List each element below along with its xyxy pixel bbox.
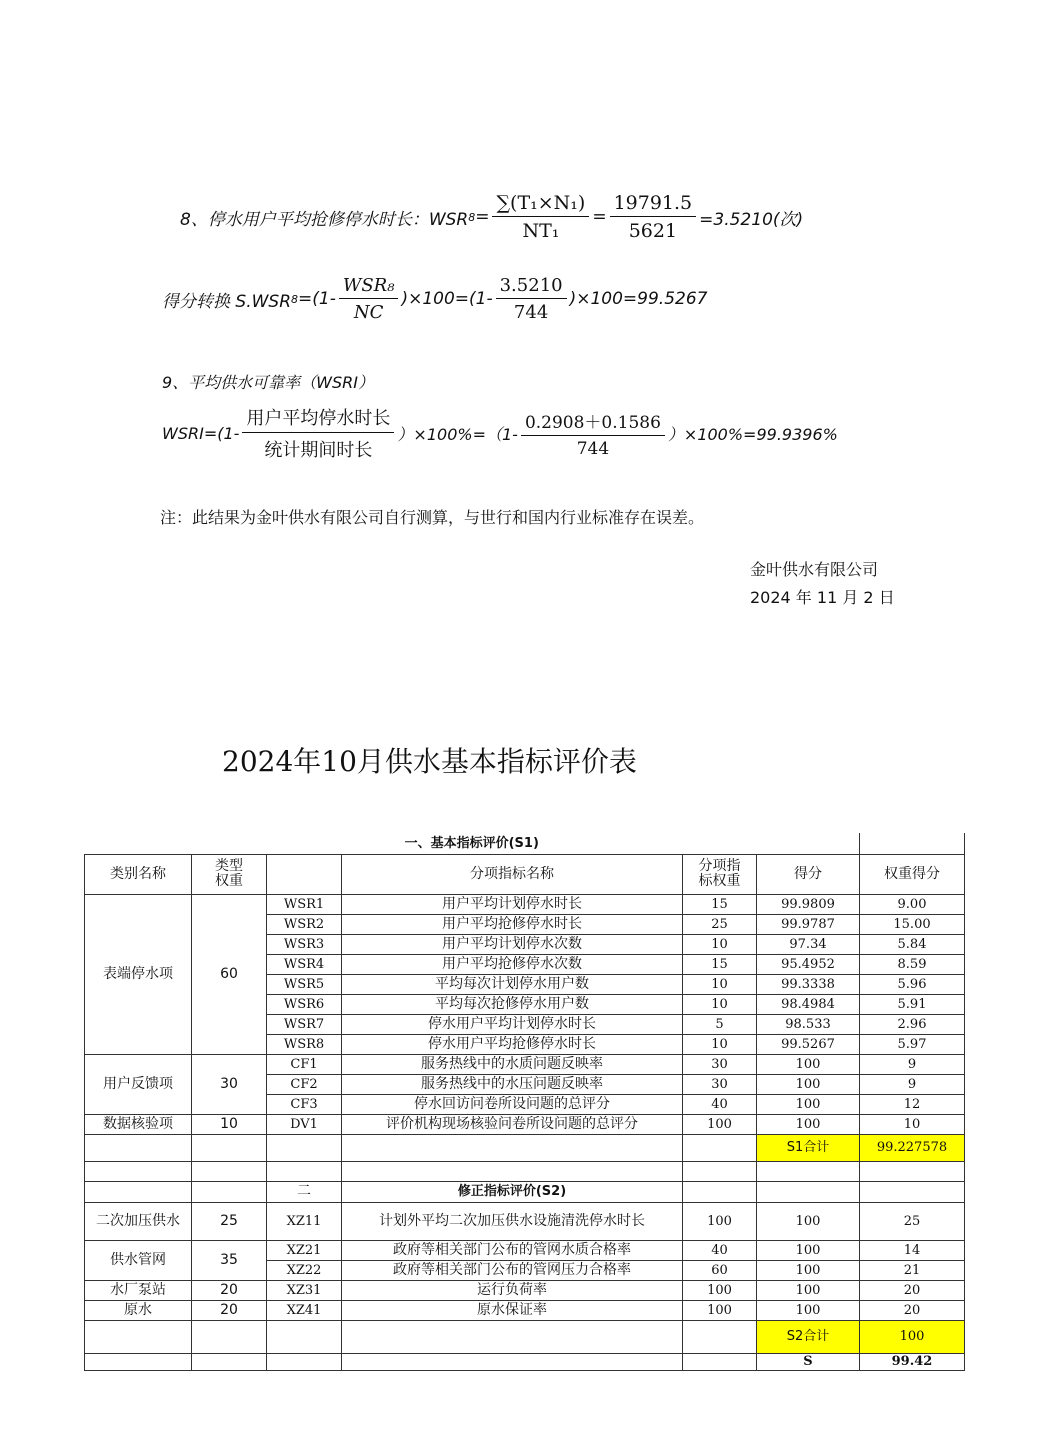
row-score: 99.5267 bbox=[757, 1034, 860, 1054]
formula-9-result: ）×100%=99.9396% bbox=[667, 424, 838, 444]
blank-cell bbox=[192, 1353, 267, 1370]
row-name: 用户平均计划停水次数 bbox=[342, 934, 683, 954]
row-weight: 10 bbox=[683, 974, 757, 994]
row-weighted: 20 bbox=[860, 1280, 965, 1300]
blank-cell bbox=[85, 1320, 192, 1353]
blank-cell bbox=[683, 1320, 757, 1353]
row-weight: 30 bbox=[683, 1054, 757, 1074]
formula-8-numerator2: 19791.5 bbox=[610, 192, 697, 217]
row-weight: 100 bbox=[683, 1202, 757, 1240]
row-weighted: 15.00 bbox=[860, 914, 965, 934]
blank-cell bbox=[683, 1134, 757, 1161]
blank-cell bbox=[267, 1353, 342, 1370]
group-weight: 20 bbox=[192, 1300, 267, 1320]
row-weighted: 5.97 bbox=[860, 1034, 965, 1054]
row-weighted: 20 bbox=[860, 1300, 965, 1320]
blank-cell bbox=[860, 833, 965, 854]
score-8-denominator2: 744 bbox=[513, 302, 549, 323]
formula-9-numerator: 用户平均停水时长 bbox=[242, 404, 394, 433]
formula-9-denominator: 统计期间时长 bbox=[264, 440, 373, 461]
row-weighted: 5.91 bbox=[860, 994, 965, 1014]
score-8-pre: =(1- bbox=[298, 289, 336, 309]
row-score: 100 bbox=[757, 1280, 860, 1300]
blank-cell bbox=[192, 1181, 267, 1202]
row-code: WSR5 bbox=[267, 974, 342, 994]
formula-8-result: =3.5210(次) bbox=[699, 209, 804, 230]
group-weight: 60 bbox=[192, 894, 267, 1054]
group-name: 水厂泵站 bbox=[85, 1280, 192, 1300]
row-name-text: 计划外平均二次加压供水设施清洗停水时长 bbox=[379, 1212, 645, 1229]
header-item-weight bbox=[683, 854, 757, 894]
row-name: 用户平均抢修停水时长 bbox=[342, 914, 683, 934]
score-8-mid: )×100=(1- bbox=[401, 289, 493, 309]
row-name: 服务热线中的水压问题反映率 bbox=[342, 1074, 683, 1094]
row-code: WSR4 bbox=[267, 954, 342, 974]
row-weight: 40 bbox=[683, 1240, 757, 1260]
row-weight: 30 bbox=[683, 1074, 757, 1094]
score-8 bbox=[162, 272, 707, 326]
s1-total-value: 99.227578 bbox=[860, 1134, 965, 1161]
formula-8-label: 8、停水用户平均抢修停水时长：WSR bbox=[180, 209, 469, 230]
s-total-value: 99.42 bbox=[860, 1353, 965, 1370]
header-type-weight bbox=[192, 854, 267, 894]
row-weight: 40 bbox=[683, 1094, 757, 1114]
header-category: 类别名称 bbox=[85, 854, 192, 894]
formula-9-title: 9、平均供水可靠率（WSRI） bbox=[162, 373, 374, 392]
row-code: XZ31 bbox=[267, 1280, 342, 1300]
formula-9-pre: WSRI=(1- bbox=[162, 423, 240, 443]
row-code: XZ41 bbox=[267, 1300, 342, 1320]
group-weight: 20 bbox=[192, 1280, 267, 1300]
row-weight: 5 bbox=[683, 1014, 757, 1034]
table-row bbox=[85, 1240, 965, 1260]
formula-8-sub: 8 bbox=[468, 210, 476, 224]
row-weight: 10 bbox=[683, 994, 757, 1014]
blank-cell bbox=[85, 1181, 192, 1202]
row-name: 停水用户平均计划停水时长 bbox=[342, 1014, 683, 1034]
row-weight: 100 bbox=[683, 1280, 757, 1300]
row-weight: 25 bbox=[683, 914, 757, 934]
formula-8-denominator2: 5621 bbox=[628, 220, 678, 242]
blank-cell bbox=[683, 1353, 757, 1370]
group-name: 数据核验项 bbox=[85, 1114, 192, 1134]
row-code: XZ22 bbox=[267, 1260, 342, 1280]
row-weighted: 2.96 bbox=[860, 1014, 965, 1034]
row-code: DV1 bbox=[267, 1114, 342, 1134]
formula-8-fraction bbox=[492, 192, 589, 242]
evaluation-table bbox=[84, 833, 965, 1371]
row-score: 100 bbox=[757, 1240, 860, 1260]
row-code: WSR2 bbox=[267, 914, 342, 934]
group-weight: 10 bbox=[192, 1114, 267, 1134]
row-score: 98.4984 bbox=[757, 994, 860, 1014]
table-row bbox=[85, 1202, 965, 1240]
row-weight: 15 bbox=[683, 894, 757, 914]
row-score: 100 bbox=[757, 1054, 860, 1074]
table-row bbox=[85, 1280, 965, 1300]
blank-cell bbox=[192, 1161, 267, 1181]
row-score: 95.4952 bbox=[757, 954, 860, 974]
blank-cell bbox=[85, 1134, 192, 1161]
s2-total-label: S2合计 bbox=[757, 1320, 860, 1353]
formula-9-mid: ）×100%=（1- bbox=[397, 424, 518, 444]
formula-9 bbox=[162, 405, 838, 461]
score-8-fraction2 bbox=[496, 275, 567, 323]
blank-cell bbox=[267, 1134, 342, 1161]
section-1-header: 一、基本指标评价(S1) bbox=[85, 833, 860, 854]
row-code: WSR8 bbox=[267, 1034, 342, 1054]
blank-cell bbox=[342, 1353, 683, 1370]
blank-cell bbox=[860, 1181, 965, 1202]
row-name: 停水回访问卷所设问题的总评分 bbox=[342, 1094, 683, 1114]
blank-cell bbox=[757, 1181, 860, 1202]
row-score: 100 bbox=[757, 1300, 860, 1320]
formula-9-numerator2: 0.2908＋0.1586 bbox=[521, 408, 665, 436]
formula-8-eq: = bbox=[475, 207, 490, 227]
score-8-result: )×100=99.5267 bbox=[569, 289, 708, 309]
table-row bbox=[85, 894, 965, 914]
row-name: 原水保证率 bbox=[342, 1300, 683, 1320]
row-name: 政府等相关部门公布的管网压力合格率 bbox=[342, 1260, 683, 1280]
row-score: 99.9787 bbox=[757, 914, 860, 934]
sign-date: 2024 年 11 月 2 日 bbox=[750, 588, 895, 607]
company-name: 金叶供水有限公司 bbox=[750, 560, 879, 579]
row-weight: 60 bbox=[683, 1260, 757, 1280]
row-name bbox=[342, 1202, 683, 1240]
group-weight: 30 bbox=[192, 1054, 267, 1114]
group-name: 用户反馈项 bbox=[85, 1054, 192, 1114]
header-type-weight-text: 类型权重 bbox=[215, 858, 243, 889]
row-score: 100 bbox=[757, 1202, 860, 1240]
formula-9-fraction bbox=[242, 404, 394, 462]
row-code: XZ11 bbox=[267, 1202, 342, 1240]
group-weight: 25 bbox=[192, 1202, 267, 1240]
row-weighted: 8.59 bbox=[860, 954, 965, 974]
row-weight: 100 bbox=[683, 1114, 757, 1134]
row-name: 评价机构现场核验问卷所设问题的总评分 bbox=[342, 1114, 683, 1134]
row-weight: 100 bbox=[683, 1300, 757, 1320]
score-8-sub: 8 bbox=[291, 292, 299, 306]
s-total-label: S bbox=[757, 1353, 860, 1370]
row-name: 服务热线中的水质问题反映率 bbox=[342, 1054, 683, 1074]
note: 注：此结果为金叶供水有限公司自行测算，与世行和国内行业标准存在误差。 bbox=[160, 508, 705, 527]
blank-cell bbox=[85, 1161, 192, 1181]
row-weight: 10 bbox=[683, 934, 757, 954]
formula-8-denominator: NT₁ bbox=[522, 220, 560, 242]
row-weighted: 10 bbox=[860, 1114, 965, 1134]
section-2-header: 修正指标评价(S2) bbox=[342, 1181, 683, 1202]
row-name: 平均每次计划停水用户数 bbox=[342, 974, 683, 994]
blank-cell bbox=[683, 1181, 757, 1202]
group-name: 供水管网 bbox=[85, 1240, 192, 1280]
formula-8-eq2: = bbox=[592, 207, 607, 227]
group-name: 二次加压供水 bbox=[85, 1202, 192, 1240]
s1-total-label: S1合计 bbox=[757, 1134, 860, 1161]
blank-cell bbox=[192, 1134, 267, 1161]
row-name: 用户平均抢修停水次数 bbox=[342, 954, 683, 974]
blank-cell bbox=[342, 1134, 683, 1161]
table-row bbox=[85, 1300, 965, 1320]
score-8-label: 得分转换 S.WSR bbox=[162, 291, 292, 312]
group-weight: 35 bbox=[192, 1240, 267, 1280]
row-code: CF1 bbox=[267, 1054, 342, 1074]
group-name: 原水 bbox=[85, 1300, 192, 1320]
table-title: 2024年10月供水基本指标评价表 bbox=[222, 745, 637, 778]
blank-cell bbox=[342, 1320, 683, 1353]
row-code: WSR7 bbox=[267, 1014, 342, 1034]
group-name: 表端停水项 bbox=[85, 894, 192, 1054]
formula-8-fraction2 bbox=[610, 192, 697, 242]
row-score: 100 bbox=[757, 1094, 860, 1114]
s2-total-value: 100 bbox=[860, 1320, 965, 1353]
row-weighted: 25 bbox=[860, 1202, 965, 1240]
row-code: WSR3 bbox=[267, 934, 342, 954]
formula-8 bbox=[180, 190, 803, 244]
row-code: CF3 bbox=[267, 1094, 342, 1114]
row-score: 99.3338 bbox=[757, 974, 860, 994]
formula-9-denominator2: 744 bbox=[576, 438, 610, 459]
row-code: WSR1 bbox=[267, 894, 342, 914]
row-name: 停水用户平均抢修停水时长 bbox=[342, 1034, 683, 1054]
blank-cell bbox=[683, 1161, 757, 1181]
row-score: 99.9809 bbox=[757, 894, 860, 914]
row-score: 100 bbox=[757, 1260, 860, 1280]
blank-cell bbox=[267, 1161, 342, 1181]
header-name: 分项指标名称 bbox=[342, 854, 683, 894]
row-weighted: 12 bbox=[860, 1094, 965, 1114]
score-8-denominator: NC bbox=[353, 302, 384, 323]
blank-cell bbox=[192, 1320, 267, 1353]
row-score: 97.34 bbox=[757, 934, 860, 954]
blank-cell bbox=[342, 1161, 683, 1181]
table-row bbox=[85, 1054, 965, 1074]
row-weight: 15 bbox=[683, 954, 757, 974]
row-score: 100 bbox=[757, 1074, 860, 1094]
row-code: CF2 bbox=[267, 1074, 342, 1094]
row-name: 运行负荷率 bbox=[342, 1280, 683, 1300]
row-code: WSR6 bbox=[267, 994, 342, 1014]
blank-cell bbox=[860, 1161, 965, 1181]
row-weighted: 21 bbox=[860, 1260, 965, 1280]
row-name: 用户平均计划停水时长 bbox=[342, 894, 683, 914]
row-weighted: 9.00 bbox=[860, 894, 965, 914]
header-item-weight-text: 分项指标权重 bbox=[698, 858, 741, 889]
row-name: 平均每次抢修停水用户数 bbox=[342, 994, 683, 1014]
formula-8-numerator: ∑(T₁×N₁) bbox=[492, 192, 589, 217]
row-weighted: 9 bbox=[860, 1054, 965, 1074]
score-8-numerator: WSR₈ bbox=[339, 275, 399, 299]
score-8-fraction bbox=[339, 275, 399, 323]
blank-cell bbox=[267, 1320, 342, 1353]
row-code: XZ21 bbox=[267, 1240, 342, 1260]
formula-9-fraction2 bbox=[521, 408, 665, 459]
blank-cell bbox=[85, 1353, 192, 1370]
header-weighted: 权重得分 bbox=[860, 854, 965, 894]
row-score: 98.533 bbox=[757, 1014, 860, 1034]
header-score: 得分 bbox=[757, 854, 860, 894]
row-weighted: 9 bbox=[860, 1074, 965, 1094]
blank-cell bbox=[757, 1161, 860, 1181]
row-weighted: 5.84 bbox=[860, 934, 965, 954]
row-weight: 10 bbox=[683, 1034, 757, 1054]
score-8-numerator2: 3.5210 bbox=[496, 275, 567, 299]
blank-cell bbox=[267, 854, 342, 894]
row-weighted: 5.96 bbox=[860, 974, 965, 994]
row-weighted: 14 bbox=[860, 1240, 965, 1260]
section-2-number: 二 bbox=[267, 1181, 342, 1202]
table-row bbox=[85, 1114, 965, 1134]
row-name: 政府等相关部门公布的管网水质合格率 bbox=[342, 1240, 683, 1260]
row-score: 100 bbox=[757, 1114, 860, 1134]
